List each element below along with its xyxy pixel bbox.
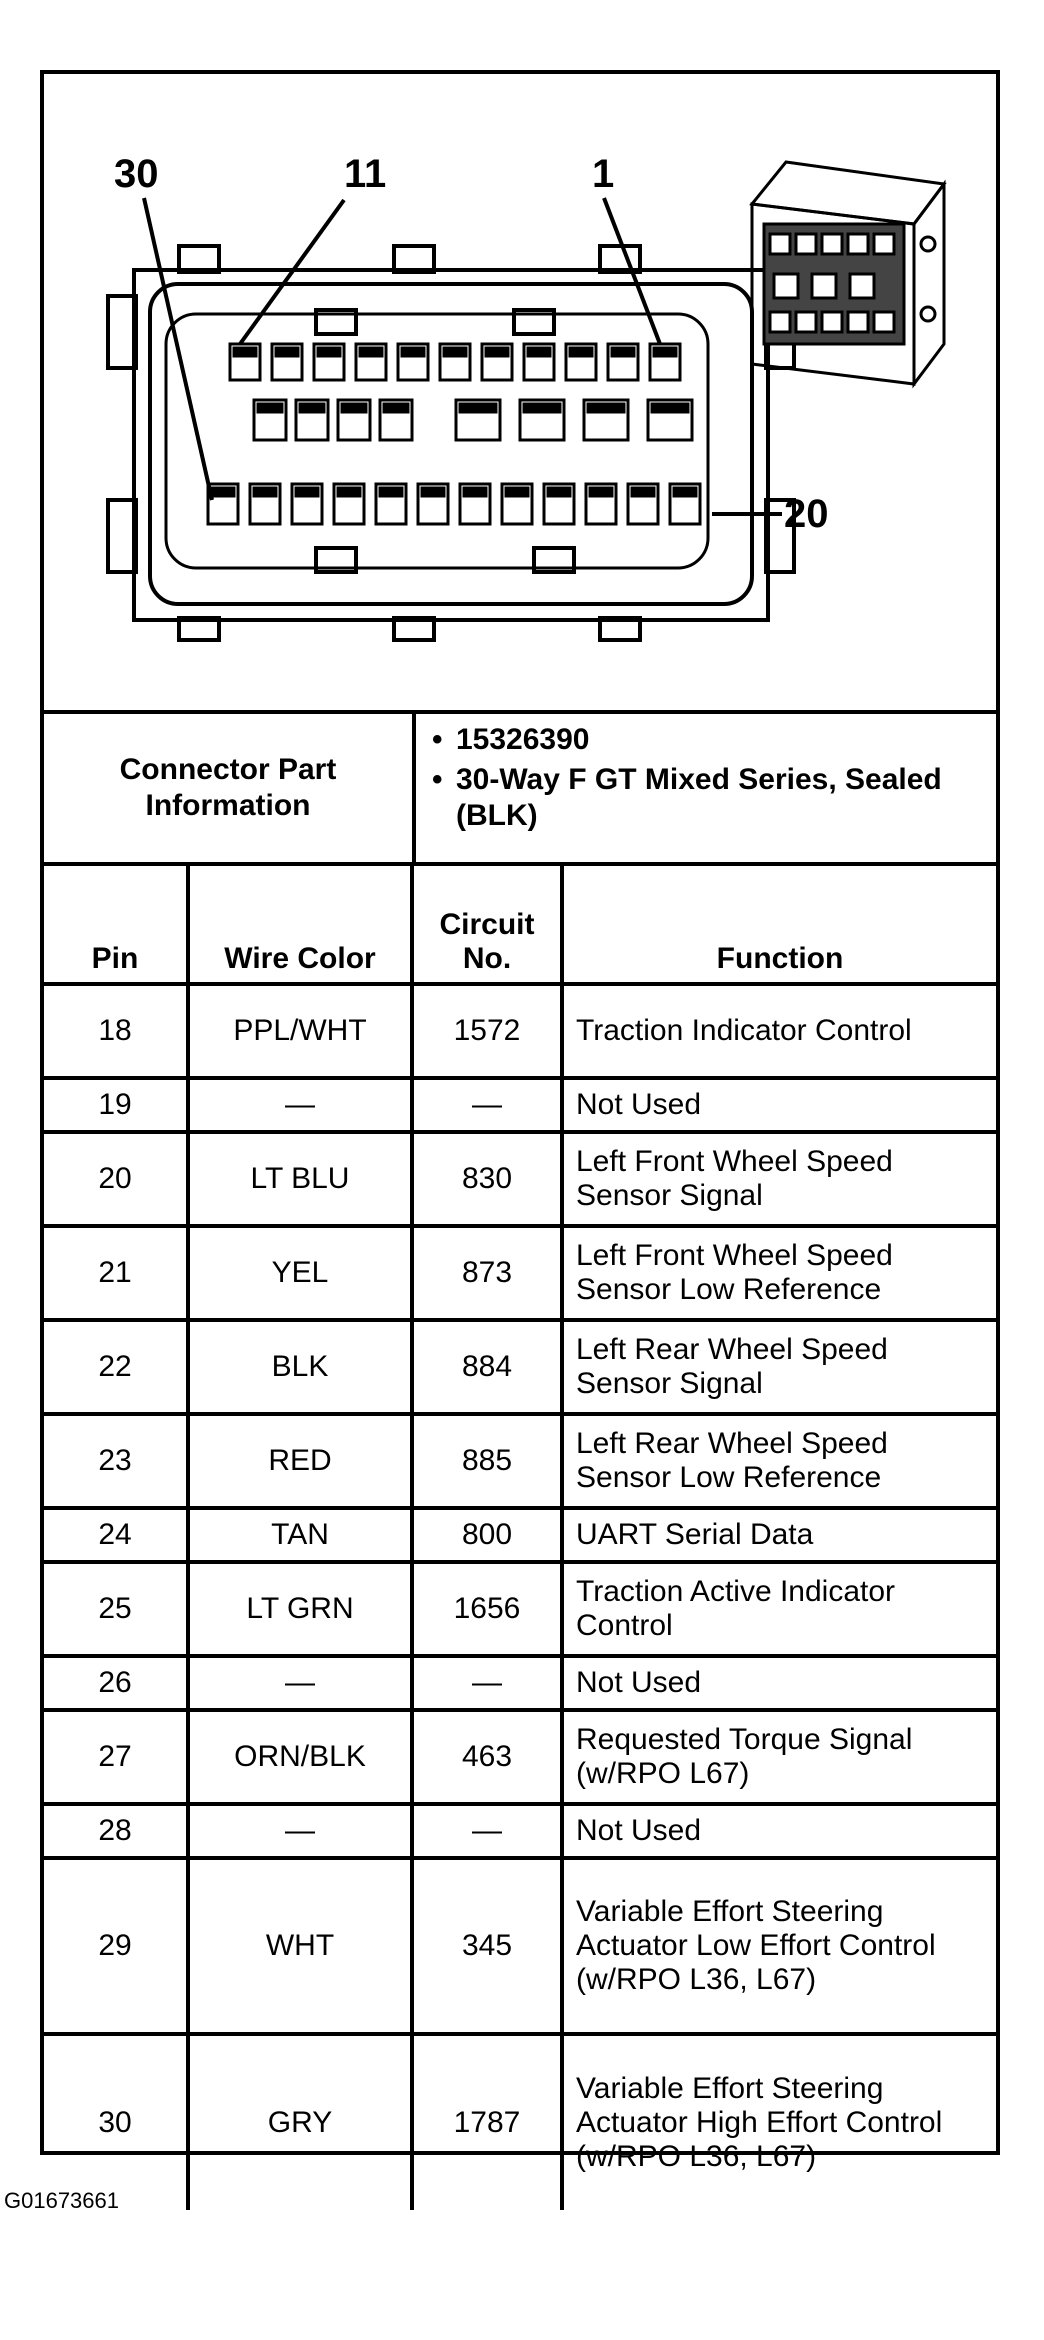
function-cell: Left Front Wheel Speed Sensor Low Reference <box>562 1226 996 1320</box>
side-latch-left-top <box>108 296 136 368</box>
header-function: Function <box>562 866 996 984</box>
function-cell: Left Rear Wheel Speed Sensor Signal <box>562 1320 996 1414</box>
circuit-cell: — <box>412 1078 562 1132</box>
function-cell: Requested Torque Signal (w/RPO L67) <box>562 1710 996 1804</box>
pin-cell: 28 <box>44 1804 188 1858</box>
pin-cell: 21 <box>44 1226 188 1320</box>
wire-color-cell: YEL <box>188 1226 412 1320</box>
function-cell: Not Used <box>562 1078 996 1132</box>
circuit-cell: 345 <box>412 1858 562 2034</box>
callout-pin-1: 1 <box>592 152 615 196</box>
pin-cell: 19 <box>44 1078 188 1132</box>
function-cell: Traction Active Indicator Control <box>562 1562 996 1656</box>
circuit-cell: 884 <box>412 1320 562 1414</box>
circuit-cell: 800 <box>412 1508 562 1562</box>
connector-part-number: • 15326390 <box>416 722 986 758</box>
wire-color-cell: — <box>188 1656 412 1710</box>
table-row <box>44 2034 996 2210</box>
figure-id: G01673661 <box>4 2188 119 2213</box>
pin-table-body <box>44 984 996 2210</box>
wire-color-cell: ORN/BLK <box>188 1710 412 1804</box>
pin-table <box>44 866 996 2210</box>
table-row <box>44 1656 996 1710</box>
pin-cell: 29 <box>44 1858 188 2034</box>
circuit-cell: 1572 <box>412 984 562 1078</box>
function-cell: Not Used <box>562 1804 996 1858</box>
table-row <box>44 1414 996 1508</box>
header-circuit: Circuit No. <box>412 866 562 984</box>
connector-thumbnail <box>752 162 944 384</box>
wire-color-cell: WHT <box>188 1858 412 2034</box>
wire-color-cell: RED <box>188 1414 412 1508</box>
function-cell: Left Rear Wheel Speed Sensor Low Reference <box>562 1414 996 1508</box>
table-row <box>44 1804 996 1858</box>
pin-cell: 23 <box>44 1414 188 1508</box>
connector-face-diagram <box>44 74 996 714</box>
circuit-cell: 1656 <box>412 1562 562 1656</box>
wire-color-cell: GRY <box>188 2034 412 2210</box>
header-pin: Pin <box>44 866 188 984</box>
function-cell: Variable Effort Steering Actuator High Effort Control (w/RPO L36, L67) <box>562 2034 996 2210</box>
connector-part-info-list <box>416 722 986 838</box>
table-row <box>44 1562 996 1656</box>
callout-pin-11: 11 <box>344 152 387 196</box>
table-row <box>44 1858 996 2034</box>
callout-pin-30: 30 <box>114 152 159 196</box>
pin-cell: 20 <box>44 1132 188 1226</box>
function-cell: Variable Effort Steering Actuator Low Effort Control (w/RPO L36, L67) <box>562 1858 996 2034</box>
side-latch-left-bottom <box>108 500 136 572</box>
connector-drawing <box>44 74 996 710</box>
table-row <box>44 1710 996 1804</box>
header-wire-color: Wire Color <box>188 866 412 984</box>
pin-table-header <box>44 866 996 984</box>
table-row <box>44 1508 996 1562</box>
connector-part-info-label: Connector Part Information <box>44 714 416 862</box>
connector-part-info-row <box>44 714 996 866</box>
pin-cell: 27 <box>44 1710 188 1804</box>
wire-color-cell: LT BLU <box>188 1132 412 1226</box>
circuit-cell: 885 <box>412 1414 562 1508</box>
pin-cell: 24 <box>44 1508 188 1562</box>
connector-diagram-frame <box>40 70 1000 2173</box>
connector-body <box>150 284 752 604</box>
pin-cell: 25 <box>44 1562 188 1656</box>
table-row <box>44 1320 996 1414</box>
table-row <box>44 1226 996 1320</box>
function-cell: Traction Indicator Control <box>562 984 996 1078</box>
connector-description: • 30-Way F GT Mixed Series, Sealed (BLK) <box>416 762 986 834</box>
table-row <box>44 1078 996 1132</box>
pin-cavities <box>208 344 700 524</box>
wire-color-cell: BLK <box>188 1320 412 1414</box>
pin-cell: 30 <box>44 2034 188 2210</box>
circuit-cell: 1787 <box>412 2034 562 2210</box>
wire-color-cell: LT GRN <box>188 1562 412 1656</box>
pin-cell: 26 <box>44 1656 188 1710</box>
table-row <box>44 1132 996 1226</box>
pin-cell: 18 <box>44 984 188 1078</box>
function-cell: Not Used <box>562 1656 996 1710</box>
function-cell: UART Serial Data <box>562 1508 996 1562</box>
wire-color-cell: — <box>188 1078 412 1132</box>
circuit-cell: — <box>412 1656 562 1710</box>
function-cell: Left Front Wheel Speed Sensor Signal <box>562 1132 996 1226</box>
wire-color-cell: — <box>188 1804 412 1858</box>
leader-line-30 <box>144 198 212 500</box>
pin-cell: 22 <box>44 1320 188 1414</box>
wire-color-cell: PPL/WHT <box>188 984 412 1078</box>
circuit-cell: — <box>412 1804 562 1858</box>
circuit-cell: 830 <box>412 1132 562 1226</box>
circuit-cell: 463 <box>412 1710 562 1804</box>
table-row <box>44 984 996 1078</box>
circuit-cell: 873 <box>412 1226 562 1320</box>
callout-pin-20: 20 <box>784 492 829 536</box>
wire-color-cell: TAN <box>188 1508 412 1562</box>
